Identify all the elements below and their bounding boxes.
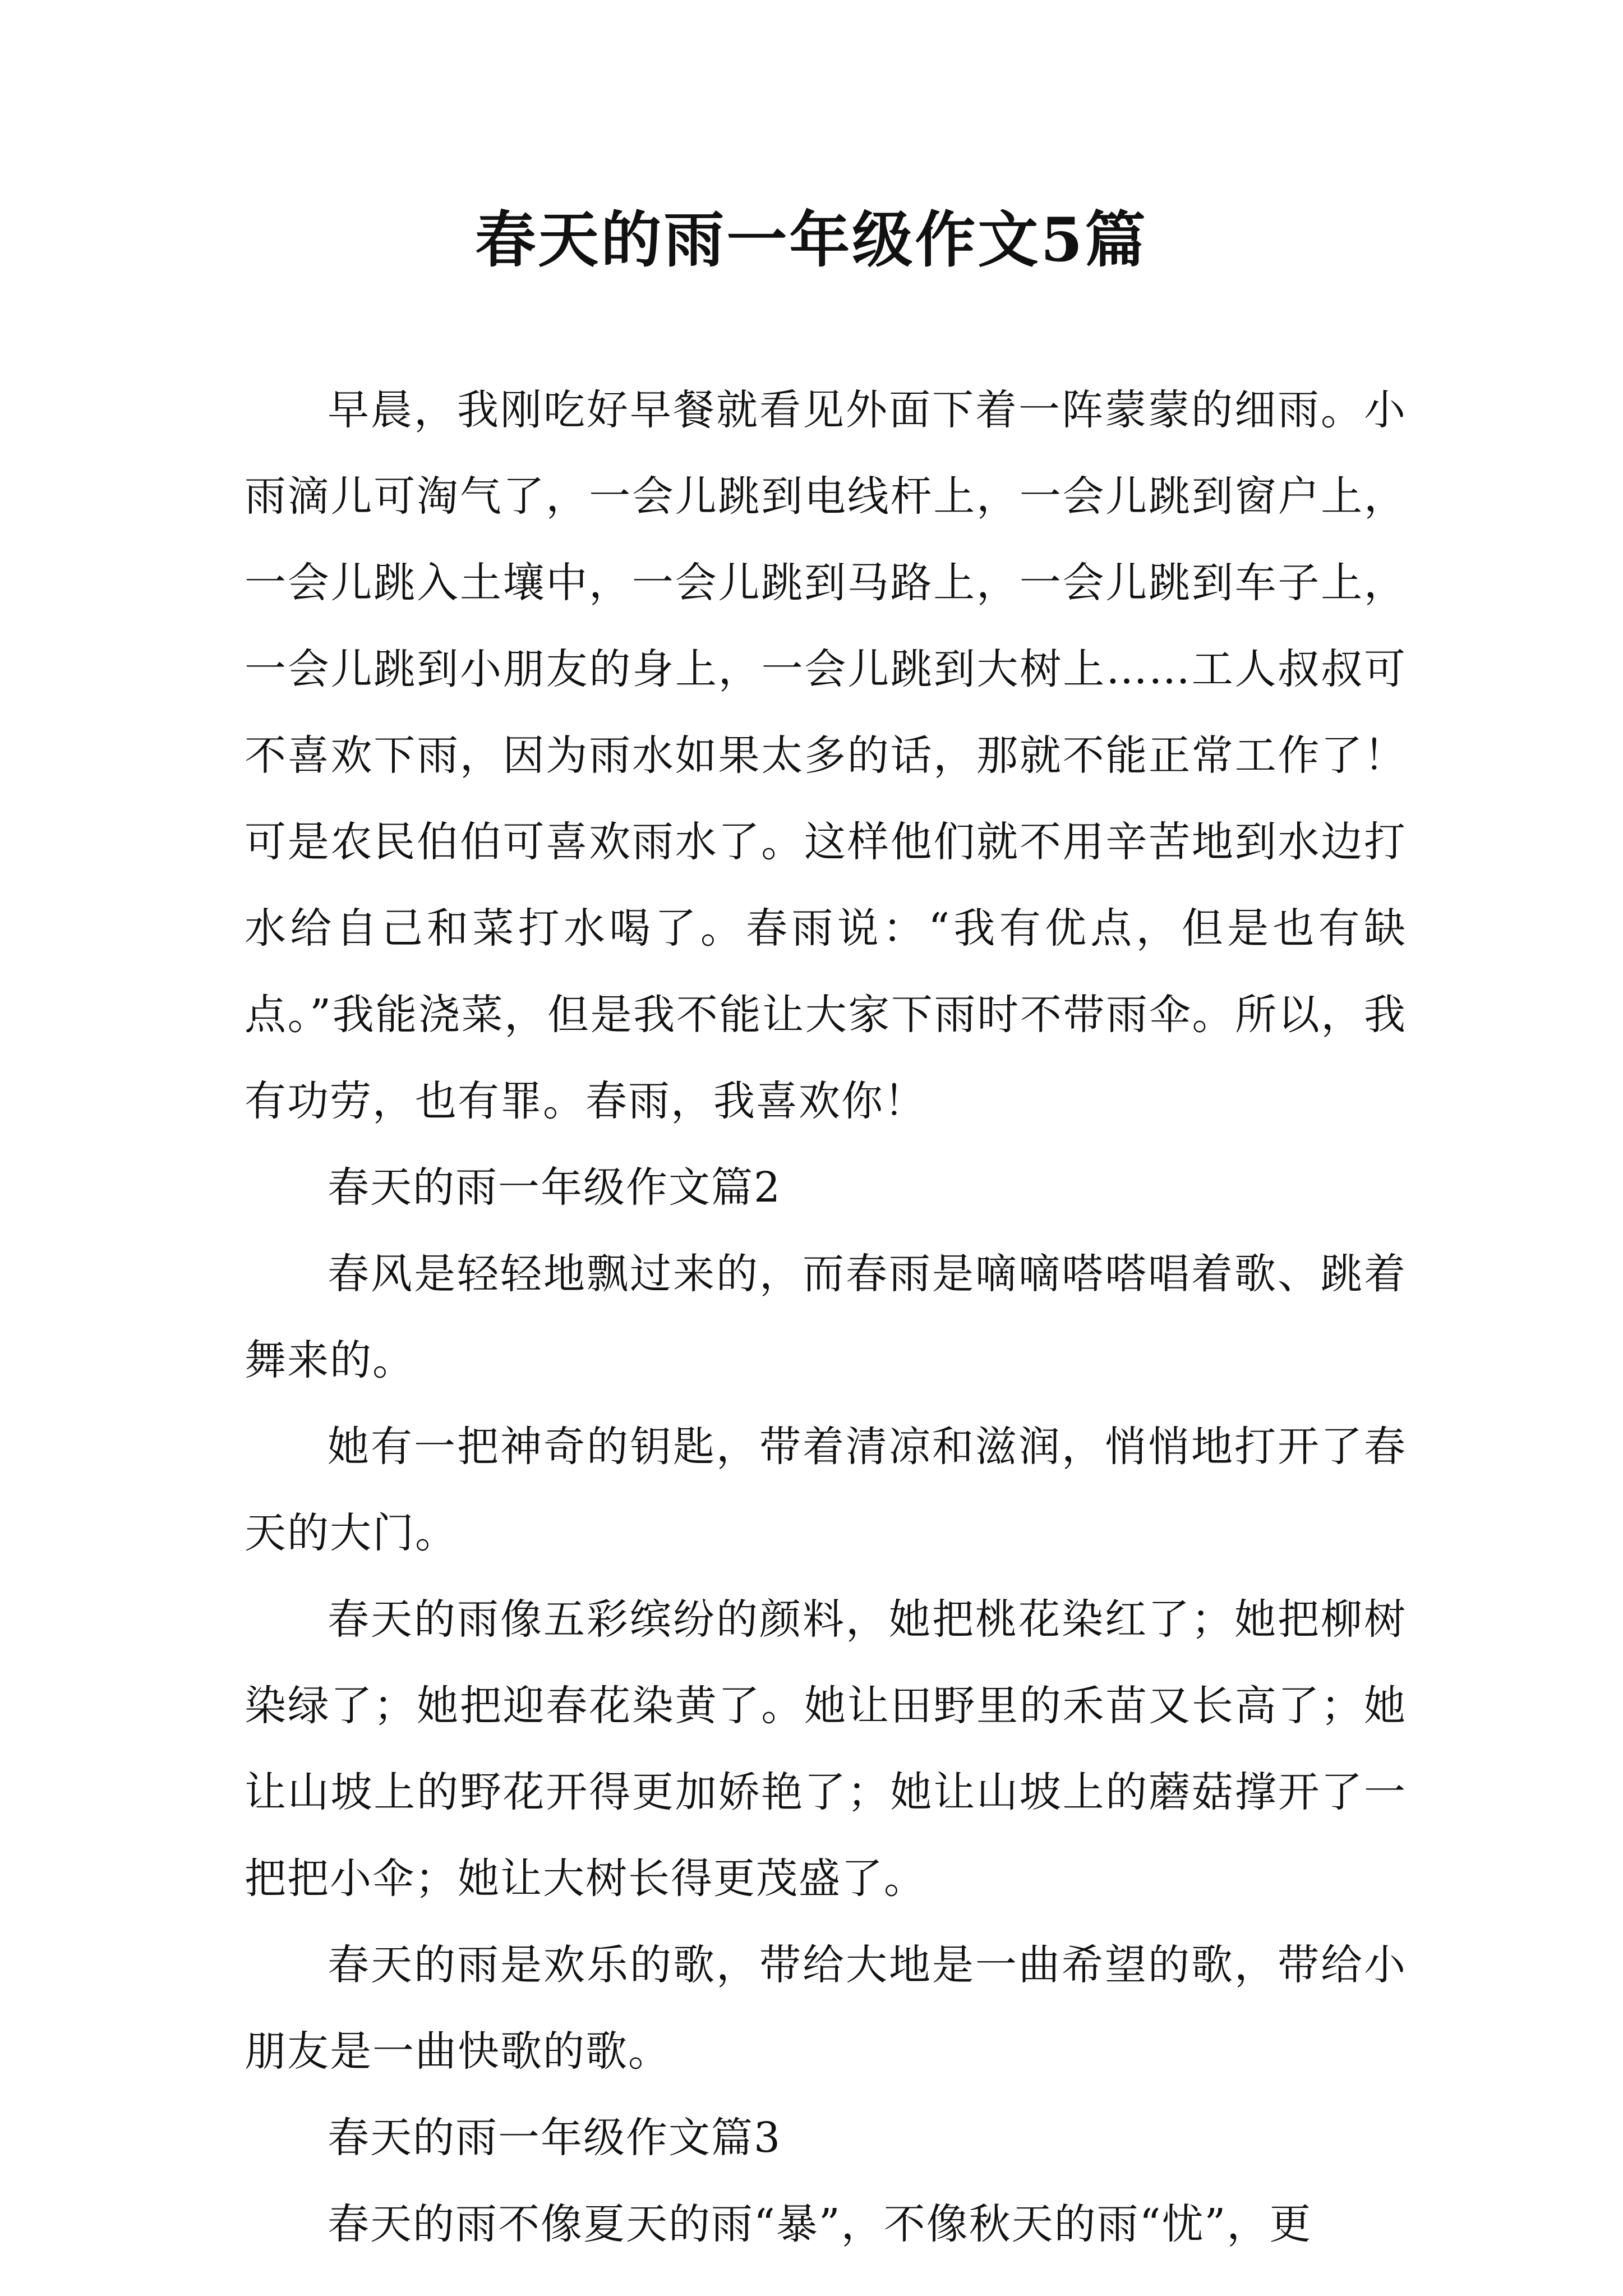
document-title: 春天的雨一年级作文5篇 [475, 205, 1148, 275]
paragraph-6: 春天的雨不像夏天的雨“暴”，不像秋天的雨“忧”，更 [328, 2200, 1312, 2248]
paragraph-5: 春天的雨是欢乐的歌，带给大地是一曲希望的歌，带给小朋友是一曲快歌的歌。 [245, 1941, 1407, 2076]
section-heading-2: 春天的雨一年级作文篇2 [328, 1163, 782, 1212]
paragraph-2: 春风是轻轻地飘过来的，而春雨是嘀嘀嗒嗒唱着歌、跳着舞来的。 [245, 1250, 1407, 1384]
paragraph-3: 她有一把神奇的钥匙，带着清凉和滋润，悄悄地打开了春天的大门。 [245, 1423, 1407, 1557]
paragraph-4: 春天的雨像五彩缤纷的颜料，她把桃花染红了；她把柳树染绿了；她把迎春花染黄了。她让田野里的禾苗又长高了；她让山坡上的野花开得更加娇艳了；她让山坡上的蘑菇撑开了一把把小伞；她让大树长得更茂盛了。 [245, 1595, 1407, 1903]
paragraph-1: 早晨，我刚吃好早餐就看见外面下着一阵蒙蒙的细雨。小雨滴儿可淘气了，一会儿跳到电线杆上，一会儿跳到窗户上，一会儿跳入土壤中，一会儿跳到马路上，一会儿跳到车子上，一会儿跳到小朋友的身上，一会儿跳到大树上……工人叔叔可不喜欢下雨，因为雨水如果太多的话，那就不能正常工作了！可是农民伯伯可喜欢雨水了。这样他们就不用辛苦地到水边打水给自己和菜打水喝了。春雨说：“我有优点，但是也有缺点。”我能浇菜，但是我不能让大家下雨时不带雨伞。所以，我有功劳，也有罪。春雨，我喜欢你！ [245, 386, 1407, 1125]
section-heading-3: 春天的雨一年级作文篇3 [328, 2114, 782, 2162]
document-body [245, 367, 1407, 2267]
